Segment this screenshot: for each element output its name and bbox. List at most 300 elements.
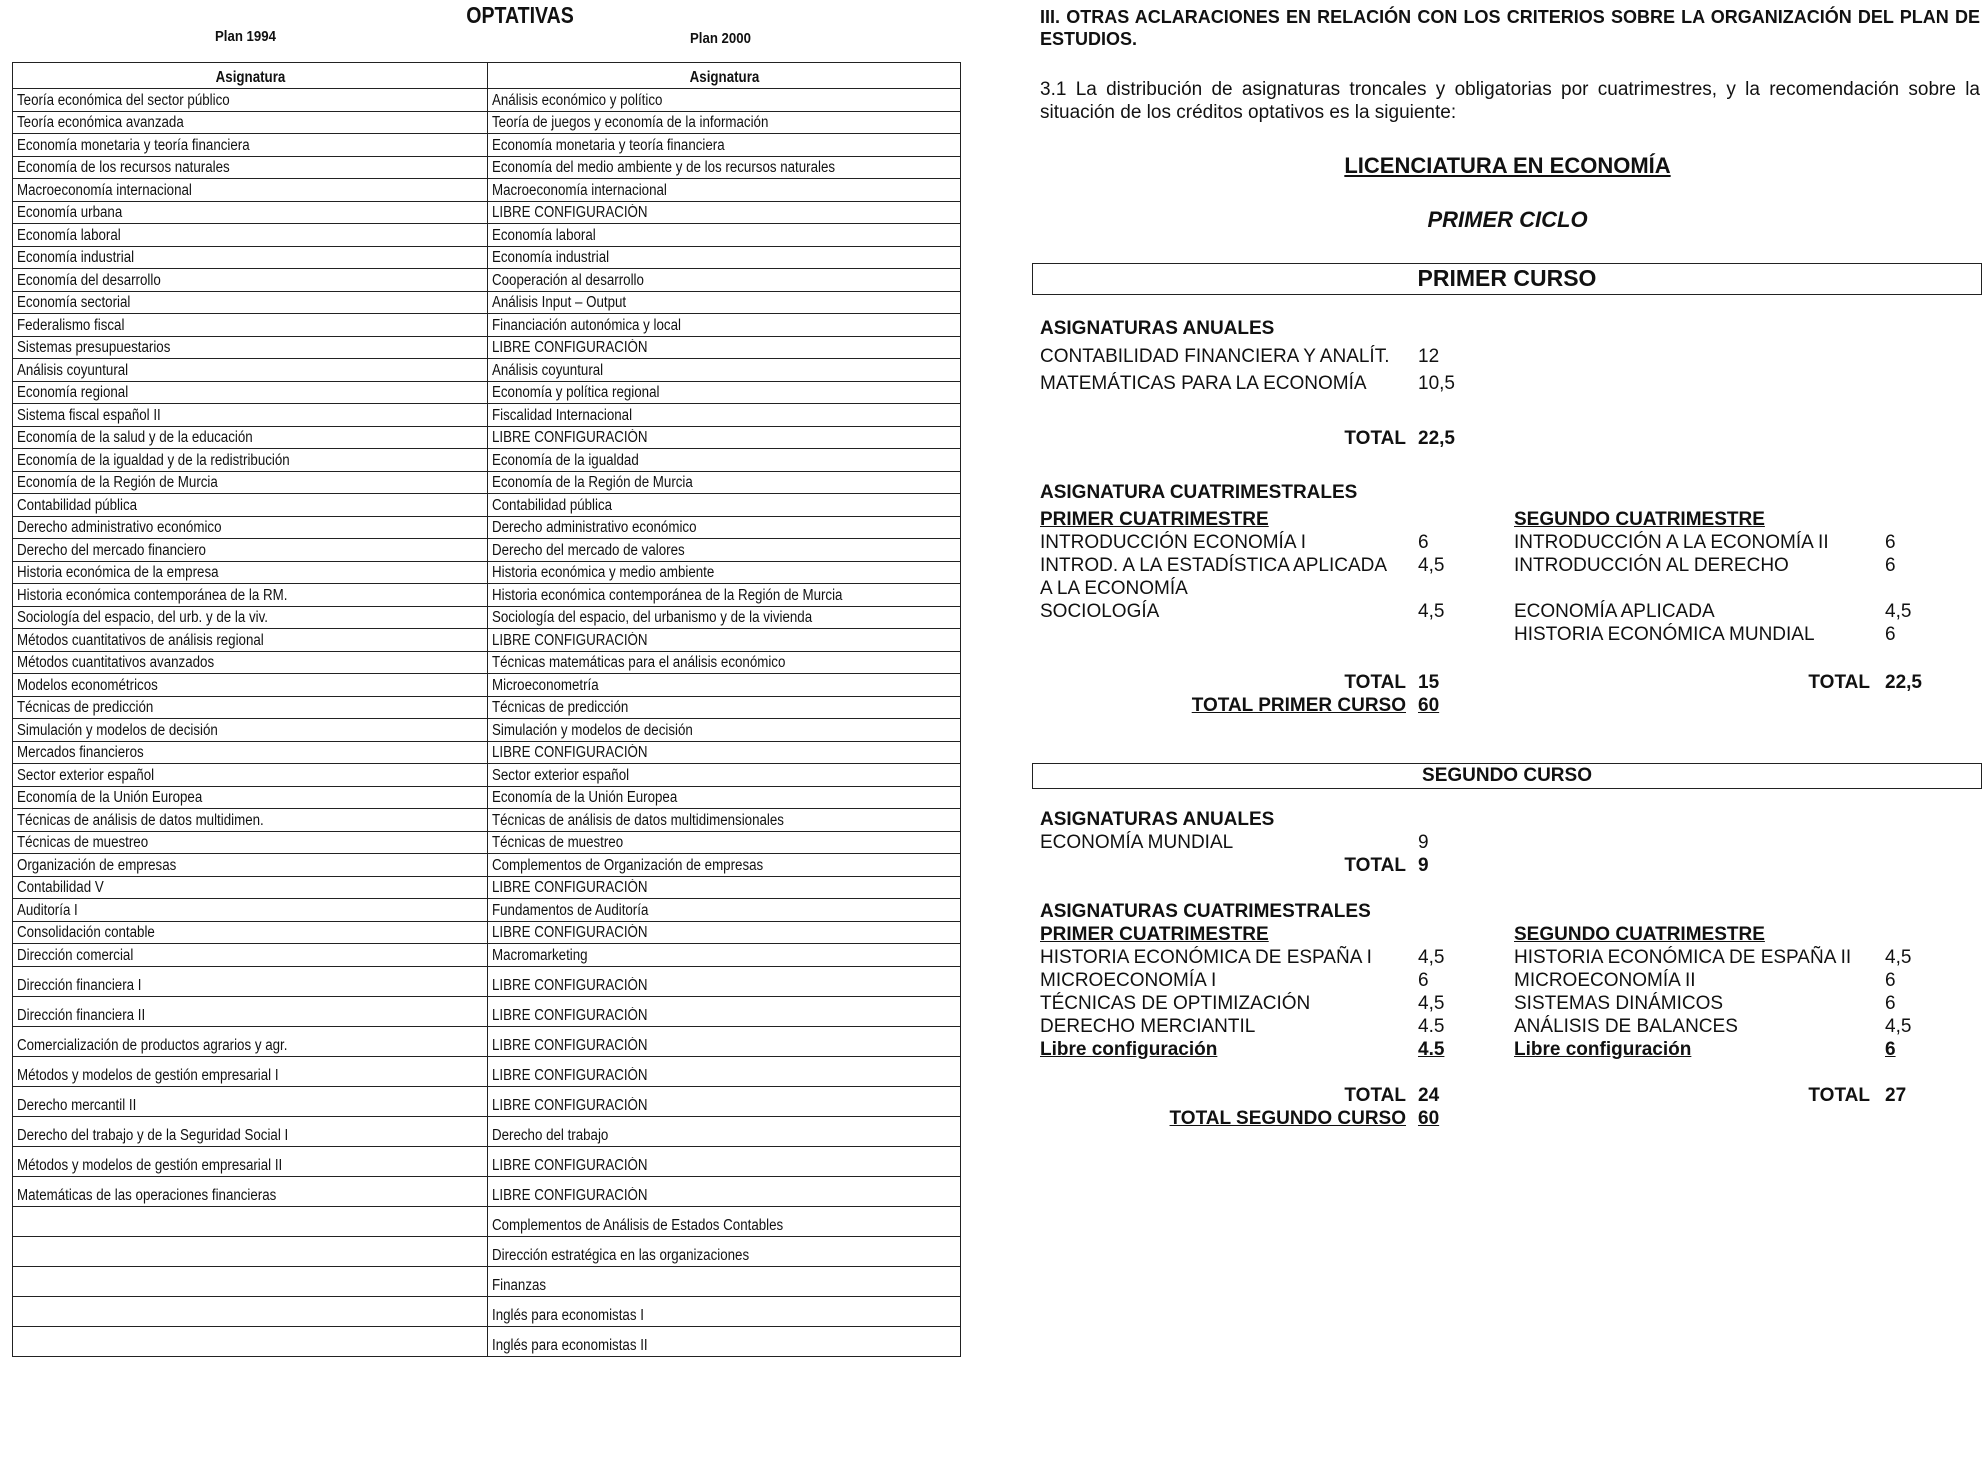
primer-curso-c2-subject: INTRODUCCIÓN AL DERECHO bbox=[1514, 555, 1789, 576]
plan-2000-cell bbox=[488, 1266, 961, 1296]
cell-text: Sociología del espacio, del urb. y de la viv. bbox=[17, 609, 268, 626]
plan-1994-cell bbox=[13, 719, 488, 742]
plan-2000-cell bbox=[488, 809, 961, 832]
cell-text: Economía industrial bbox=[17, 249, 135, 266]
primer-curso-c2-credits: 6 bbox=[1885, 624, 1896, 645]
cell-text: Cooperación al desarrollo bbox=[492, 271, 644, 289]
segundo-curso-c2-libre: Libre configuración bbox=[1514, 1039, 1692, 1060]
cell-text: Historia económica contemporánea de la Región de Murcia bbox=[492, 586, 843, 604]
plan-2000-cell bbox=[488, 741, 961, 764]
plan-2000-cell bbox=[488, 1026, 961, 1056]
table-row bbox=[13, 516, 961, 539]
table-row bbox=[13, 224, 961, 247]
segundo-curso-c2-libre-credits: 6 bbox=[1885, 1039, 1896, 1060]
cell-text: Análisis económico y político bbox=[492, 91, 663, 109]
plan-2000-cell bbox=[488, 134, 961, 157]
primer-curso-anual-name: MATEMÁTICAS PARA LA ECONOMÍA bbox=[1040, 373, 1367, 394]
plan-1994-cell bbox=[13, 381, 488, 404]
plan-1994-cell bbox=[13, 696, 488, 719]
plan-1994-cell bbox=[13, 996, 488, 1026]
plan-2000-cell bbox=[488, 696, 961, 719]
plan-2000-cell bbox=[488, 1146, 961, 1176]
plan-1994-cell bbox=[13, 629, 488, 652]
primer-curso-anual-credits: 12 bbox=[1418, 346, 1440, 367]
plan-1994-cell bbox=[13, 404, 488, 427]
plan-1994-cell bbox=[13, 1206, 488, 1236]
cell-text: Dirección financiera I bbox=[17, 976, 142, 994]
cell-text: LIBRE CONFIGURACIÓN bbox=[492, 1006, 648, 1024]
segundo-curso-c2-title: SEGUNDO CUATRIMESTRE bbox=[1514, 924, 1765, 945]
primer-curso-anual-credits: 10,5 bbox=[1418, 373, 1455, 394]
cell-text: Contabilidad pública bbox=[492, 496, 613, 514]
plan-estudios-page bbox=[1030, 0, 1987, 1470]
plan-1994-cell bbox=[13, 1296, 488, 1326]
primer-curso-header: PRIMER CURSO bbox=[1032, 263, 1982, 295]
cell-text: Economía de la Unión Europea bbox=[492, 789, 678, 806]
plan-1994-cell bbox=[13, 1146, 488, 1176]
cell-text: Finanzas bbox=[492, 1276, 547, 1294]
primer-curso-c1-subject: SOCIOLOGÍA bbox=[1040, 601, 1160, 622]
plan-1994-cell bbox=[13, 1056, 488, 1086]
plan-1994-cell bbox=[13, 516, 488, 539]
cell-text: LIBRE CONFIGURACIÓN bbox=[492, 631, 648, 649]
table-row bbox=[13, 741, 961, 764]
plan-1994-cell bbox=[13, 269, 488, 292]
cell-text: LIBRE CONFIGURACIÓN bbox=[492, 1036, 648, 1054]
primer-curso-c1-credits: 6 bbox=[1418, 532, 1429, 553]
table-row bbox=[13, 674, 961, 697]
primer-curso-c2-total: 22,5 bbox=[1885, 672, 1922, 693]
cell-text: Teoría económica avanzada bbox=[17, 114, 184, 131]
plan-2000-cell bbox=[488, 336, 961, 359]
primer-curso-c1-total: 15 bbox=[1418, 672, 1440, 693]
table-row bbox=[13, 809, 961, 832]
cell-text: LIBRE CONFIGURACIÓN bbox=[492, 924, 648, 941]
cell-text: Economía de la igualdad y de la redistribución bbox=[17, 451, 290, 469]
table-row bbox=[13, 246, 961, 269]
plan-1994-cell bbox=[13, 786, 488, 809]
cell-text: Análisis coyuntural bbox=[17, 361, 129, 379]
segundo-curso-c2-credits: 4,5 bbox=[1885, 1016, 1912, 1037]
table-row bbox=[13, 471, 961, 494]
plan-2000-cell bbox=[488, 89, 961, 112]
cell-text: Dirección estratégica en las organizaciones bbox=[492, 1246, 750, 1264]
cell-text: Dirección financiera II bbox=[17, 1006, 146, 1024]
cell-text: Técnicas de muestreo bbox=[17, 834, 149, 851]
table-row bbox=[13, 1026, 961, 1056]
col-header-plan-1994: Asignatura bbox=[13, 63, 488, 89]
table-row bbox=[13, 1146, 961, 1176]
plan-1994-cell bbox=[13, 314, 488, 337]
segundo-curso-c2-total: 27 bbox=[1885, 1085, 1907, 1106]
plan-2000-cell bbox=[488, 651, 961, 674]
segundo-curso-c2-credits: 6 bbox=[1885, 970, 1896, 991]
cell-text: Contabilidad pública bbox=[17, 496, 138, 514]
plan-2000-cell bbox=[488, 516, 961, 539]
plan-1994-cell bbox=[13, 494, 488, 517]
cell-text: Economía de la Región de Murcia bbox=[492, 474, 693, 491]
plan-1994-cell bbox=[13, 224, 488, 247]
segundo-curso-cuatri-title: ASIGNATURAS CUATRIMESTRALES bbox=[1040, 901, 1371, 922]
primer-curso-c1-subject: INTRODUCCIÓN ECONOMÍA I bbox=[1040, 532, 1307, 553]
cell-text: Derecho mercantil II bbox=[17, 1096, 137, 1114]
cell-text: Simulación y modelos de decisión bbox=[492, 721, 693, 739]
cell-text: Simulación y modelos de decisión bbox=[17, 721, 218, 739]
cell-text: Técnicas matemáticas para el análisis económico bbox=[492, 654, 786, 671]
primer-curso-c2-subject: ECONOMÍA APLICADA bbox=[1514, 601, 1715, 622]
cell-text: LIBRE CONFIGURACIÓN bbox=[492, 1096, 648, 1114]
plan-2000-cell bbox=[488, 561, 961, 584]
table-row bbox=[13, 1086, 961, 1116]
plan-2000-cell bbox=[488, 674, 961, 697]
primer-curso-c1-subject: INTROD. A LA ESTADÍSTICA APLICADA bbox=[1040, 555, 1388, 576]
table-row bbox=[13, 996, 961, 1026]
cell-text: Complementos de Organización de empresas bbox=[492, 856, 764, 874]
primer-curso-cuatri-title: ASIGNATURA CUATRIMESTRALES bbox=[1040, 482, 1358, 503]
primer-curso-c2-subject: HISTORIA ECONÓMICA MUNDIAL bbox=[1514, 624, 1815, 645]
plan-1994-cell bbox=[13, 1086, 488, 1116]
plan-2000-cell bbox=[488, 539, 961, 562]
segundo-curso-c1-subject: HISTORIA ECONÓMICA DE ESPAÑA I bbox=[1040, 947, 1372, 968]
segundo-curso-c1-title: PRIMER CUATRIMESTRE bbox=[1040, 924, 1269, 945]
table-row bbox=[13, 651, 961, 674]
plan-1994-cell bbox=[13, 741, 488, 764]
cell-text: Métodos y modelos de gestión empresarial I bbox=[17, 1066, 279, 1084]
cell-text: Consolidación contable bbox=[17, 924, 155, 941]
cell-text: Historia económica contemporánea de la RM. bbox=[17, 586, 288, 604]
plan-1994-cell bbox=[13, 899, 488, 922]
cell-text: LIBRE CONFIGURACIÓN bbox=[492, 1186, 648, 1204]
table-row bbox=[13, 899, 961, 922]
primer-curso-anuales-title: ASIGNATURAS ANUALES bbox=[1040, 318, 1275, 339]
cell-text: Economía de la Unión Europea bbox=[17, 789, 203, 806]
cell-text: Teoría de juegos y economía de la información bbox=[492, 114, 769, 131]
plan-1994-cell bbox=[13, 1326, 488, 1356]
table-row bbox=[13, 831, 961, 854]
cell-text: Métodos cuantitativos de análisis regional bbox=[17, 631, 264, 649]
optativas-title: OPTATIVAS bbox=[466, 2, 574, 28]
cell-text: Sistema fiscal español II bbox=[17, 406, 161, 424]
plan-2000-cell bbox=[488, 584, 961, 607]
plan-1994-cell bbox=[13, 561, 488, 584]
cell-text: Análisis coyuntural bbox=[492, 361, 604, 379]
primer-curso-c2-total-label: TOTAL bbox=[1808, 672, 1870, 693]
cell-text: Economía laboral bbox=[492, 226, 596, 244]
cell-text: Derecho administrativo económico bbox=[17, 519, 222, 536]
table-row bbox=[13, 876, 961, 899]
plan-2000-cell bbox=[488, 1056, 961, 1086]
optativas-table-body bbox=[13, 89, 961, 1357]
total-primer-curso: 60 bbox=[1418, 695, 1440, 716]
cell-text: Sector exterior español bbox=[17, 766, 155, 784]
plan-1994-cell bbox=[13, 426, 488, 449]
total-primer-curso-label: TOTAL PRIMER CURSO bbox=[1191, 695, 1406, 716]
plan-1994-cell bbox=[13, 651, 488, 674]
plan-1994-cell bbox=[13, 336, 488, 359]
table-row bbox=[13, 134, 961, 157]
optativas-table bbox=[12, 62, 961, 1357]
cell-text: Economía laboral bbox=[17, 226, 121, 244]
plan-2000-cell bbox=[488, 996, 961, 1026]
table-row bbox=[13, 201, 961, 224]
primer-curso-c2-title: SEGUNDO CUATRIMESTRE bbox=[1514, 509, 1765, 530]
cell-text: Economía de la Región de Murcia bbox=[17, 474, 218, 491]
plan-2000-cell bbox=[488, 719, 961, 742]
cell-text: Federalismo fiscal bbox=[17, 316, 125, 334]
plan-2000-cell bbox=[488, 1326, 961, 1356]
table-row bbox=[13, 156, 961, 179]
cell-text: Técnicas de análisis de datos multidimensionales bbox=[492, 811, 784, 829]
table-row bbox=[13, 719, 961, 742]
cell-text: Análisis Input – Output bbox=[492, 294, 627, 311]
plan-1994-cell bbox=[13, 201, 488, 224]
segundo-curso-c1-subject: MICROECONOMÍA I bbox=[1040, 970, 1217, 991]
plan-1994-cell bbox=[13, 111, 488, 134]
segundo-curso-c1-subject: DERECHO MERCIANTIL bbox=[1040, 1016, 1256, 1037]
primer-curso-anual-name: CONTABILIDAD FINANCIERA Y ANALÍT. bbox=[1040, 346, 1390, 367]
cell-text: Economía de la igualdad bbox=[492, 451, 639, 469]
cell-text: Modelos econométricos bbox=[17, 676, 158, 694]
plan-2000-label: Plan 2000 bbox=[690, 30, 751, 47]
table-row bbox=[13, 179, 961, 202]
plan-2000-cell bbox=[488, 291, 961, 314]
section-heading: III. OTRAS ACLARACIONES EN RELACIÓN CON LOS CRITERIOS SOBRE LA ORGANIZACIÓN DEL PLAN DE ESTUDIOS. bbox=[1040, 7, 1980, 49]
degree-title: LICENCIATURA EN ECONOMÍA bbox=[1344, 153, 1671, 178]
cell-text: Contabilidad V bbox=[17, 879, 104, 896]
plan-2000-cell bbox=[488, 944, 961, 967]
cell-text: Fundamentos de Auditoría bbox=[492, 901, 649, 919]
plan-2000-cell bbox=[488, 381, 961, 404]
cell-text: Métodos cuantitativos avanzados bbox=[17, 654, 215, 671]
segundo-curso-c1-libre: Libre configuración bbox=[1040, 1039, 1218, 1060]
table-header-row bbox=[13, 63, 961, 89]
plan-1994-cell bbox=[13, 1026, 488, 1056]
total-segundo-curso: 60 bbox=[1418, 1108, 1440, 1129]
table-row bbox=[13, 1056, 961, 1086]
plan-2000-cell bbox=[488, 224, 961, 247]
cell-text: Matemáticas de las operaciones financieras bbox=[17, 1186, 277, 1204]
table-row bbox=[13, 561, 961, 584]
plan-2000-cell bbox=[488, 854, 961, 877]
segundo-curso-c1-credits: 4,5 bbox=[1418, 947, 1445, 968]
table-row bbox=[13, 584, 961, 607]
segundo-curso-anuales-total-label: TOTAL bbox=[1344, 855, 1406, 876]
plan-1994-cell bbox=[13, 966, 488, 996]
table-row bbox=[13, 291, 961, 314]
cell-text: LIBRE CONFIGURACIÓN bbox=[492, 976, 648, 994]
plan-2000-cell bbox=[488, 449, 961, 472]
table-row bbox=[13, 426, 961, 449]
plan-2000-cell bbox=[488, 179, 961, 202]
primer-curso-c2-credits: 6 bbox=[1885, 555, 1896, 576]
plan-2000-cell bbox=[488, 1206, 961, 1236]
plan-2000-cell bbox=[488, 426, 961, 449]
cell-text: Comercialización de productos agrarios y agr. bbox=[17, 1036, 288, 1054]
primer-curso-c2-credits: 4,5 bbox=[1885, 601, 1912, 622]
plan-2000-cell bbox=[488, 156, 961, 179]
plan-2000-cell bbox=[488, 494, 961, 517]
table-row bbox=[13, 336, 961, 359]
table-row bbox=[13, 1176, 961, 1206]
cell-text: Técnicas de muestreo bbox=[492, 834, 624, 851]
table-row bbox=[13, 854, 961, 877]
table-row bbox=[13, 629, 961, 652]
plan-2000-cell bbox=[488, 966, 961, 996]
cell-text: LIBRE CONFIGURACIÓN bbox=[492, 744, 648, 761]
cell-text: LIBRE CONFIGURACIÓN bbox=[492, 1066, 648, 1084]
segundo-curso-anuales-total: 9 bbox=[1418, 855, 1429, 876]
plan-1994-cell bbox=[13, 764, 488, 787]
cell-text: Economía urbana bbox=[17, 204, 123, 221]
cell-text: Economía monetaria y teoría financiera bbox=[492, 136, 725, 154]
plan-1994-cell bbox=[13, 449, 488, 472]
cell-text: Economía monetaria y teoría financiera bbox=[17, 136, 250, 154]
segundo-curso-anual-credits: 9 bbox=[1418, 832, 1429, 853]
plan-1994-cell bbox=[13, 944, 488, 967]
plan-1994-cell bbox=[13, 359, 488, 382]
segundo-curso-c2-subject: HISTORIA ECONÓMICA DE ESPAÑA II bbox=[1514, 947, 1852, 968]
plan-2000-cell bbox=[488, 876, 961, 899]
cell-text: Financiación autonómica y local bbox=[492, 316, 681, 334]
cell-text: Economía de los recursos naturales bbox=[17, 159, 230, 176]
cell-text: Economía y política regional bbox=[492, 384, 660, 401]
table-row bbox=[13, 1206, 961, 1236]
plan-1994-cell bbox=[13, 876, 488, 899]
primer-curso-c2-subject: INTRODUCCIÓN A LA ECONOMÍA II bbox=[1514, 532, 1829, 553]
cell-text: Derecho del trabajo bbox=[492, 1126, 609, 1144]
table-row bbox=[13, 696, 961, 719]
plan-1994-cell bbox=[13, 246, 488, 269]
cell-text: Fiscalidad Internacional bbox=[492, 406, 633, 424]
plan-1994-cell bbox=[13, 674, 488, 697]
primer-curso-c1-credits: 4,5 bbox=[1418, 555, 1445, 576]
cell-text: Economía sectorial bbox=[17, 294, 131, 311]
plan-1994-cell bbox=[13, 1116, 488, 1146]
cell-text: Inglés para economistas I bbox=[492, 1306, 644, 1324]
table-row bbox=[13, 944, 961, 967]
cell-text: Macromarketing bbox=[492, 946, 588, 964]
table-row bbox=[13, 606, 961, 629]
optativas-page bbox=[0, 0, 970, 1470]
cell-text: Técnicas de predicción bbox=[492, 699, 629, 716]
table-row bbox=[13, 381, 961, 404]
table-row bbox=[13, 786, 961, 809]
table-row bbox=[13, 1266, 961, 1296]
table-row bbox=[13, 494, 961, 517]
cell-text: Microeconometría bbox=[492, 676, 599, 694]
segundo-curso-anual-name: ECONOMÍA MUNDIAL bbox=[1040, 832, 1234, 853]
segundo-curso-c2-total-label: TOTAL bbox=[1808, 1085, 1870, 1106]
plan-1994-cell bbox=[13, 134, 488, 157]
plan-1994-label: Plan 1994 bbox=[215, 28, 276, 45]
cell-text: Métodos y modelos de gestión empresarial II bbox=[17, 1156, 283, 1174]
segundo-curso-header: SEGUNDO CURSO bbox=[1032, 763, 1982, 789]
plan-1994-cell bbox=[13, 921, 488, 944]
plan-1994-cell bbox=[13, 291, 488, 314]
primer-curso-c2-credits: 6 bbox=[1885, 532, 1896, 553]
cell-text: Historia económica de la empresa bbox=[17, 564, 219, 581]
primer-curso-anuales-total: 22,5 bbox=[1418, 428, 1455, 449]
table-row bbox=[13, 1116, 961, 1146]
cell-text: Teoría económica del sector público bbox=[17, 91, 230, 109]
plan-2000-cell bbox=[488, 314, 961, 337]
primer-curso-c1-subject: A LA ECONOMÍA bbox=[1040, 578, 1188, 599]
cell-text: Sistemas presupuestarios bbox=[17, 339, 171, 356]
plan-1994-cell bbox=[13, 1176, 488, 1206]
cell-text: Economía del medio ambiente y de los recursos naturales bbox=[492, 159, 836, 176]
segundo-curso-anuales-title: ASIGNATURAS ANUALES bbox=[1040, 809, 1275, 830]
plan-2000-cell bbox=[488, 246, 961, 269]
segundo-curso-c2-credits: 4,5 bbox=[1885, 947, 1912, 968]
cell-text: LIBRE CONFIGURACIÓN bbox=[492, 339, 648, 356]
segundo-curso-c2-subject: ANÁLISIS DE BALANCES bbox=[1514, 1016, 1738, 1037]
plan-1994-cell bbox=[13, 1236, 488, 1266]
plan-2000-cell bbox=[488, 471, 961, 494]
cell-text: Auditoría I bbox=[17, 901, 78, 919]
table-row bbox=[13, 404, 961, 427]
primer-curso-anuales-total-label: TOTAL bbox=[1344, 428, 1406, 449]
segundo-curso-c1-subject: TÉCNICAS DE OPTIMIZACIÓN bbox=[1040, 993, 1311, 1014]
plan-1994-cell bbox=[13, 606, 488, 629]
table-row bbox=[13, 921, 961, 944]
cell-text: Mercados financieros bbox=[17, 744, 144, 761]
segundo-curso-c1-credits: 4,5 bbox=[1418, 993, 1445, 1014]
plan-1994-cell bbox=[13, 854, 488, 877]
cell-text: Macroeconomía internacional bbox=[492, 181, 667, 199]
cycle-title: PRIMER CICLO bbox=[1427, 207, 1588, 232]
cell-text: Derecho del mercado de valores bbox=[492, 541, 685, 559]
plan-1994-cell bbox=[13, 471, 488, 494]
plan-1994-cell bbox=[13, 89, 488, 112]
plan-1994-cell bbox=[13, 539, 488, 562]
cell-text: LIBRE CONFIGURACIÓN bbox=[492, 204, 648, 221]
segundo-curso-c2-credits: 6 bbox=[1885, 993, 1896, 1014]
cell-text: Derecho del mercado financiero bbox=[17, 541, 206, 559]
segundo-curso-c1-credits: 4.5 bbox=[1418, 1016, 1445, 1037]
plan-2000-cell bbox=[488, 1236, 961, 1266]
plan-1994-cell bbox=[13, 156, 488, 179]
segundo-curso-c2-subject: SISTEMAS DINÁMICOS bbox=[1514, 993, 1724, 1014]
cell-text: Economía industrial bbox=[492, 249, 610, 266]
table-row bbox=[13, 359, 961, 382]
cell-text: Derecho administrativo económico bbox=[492, 519, 697, 536]
cell-text: Dirección comercial bbox=[17, 946, 134, 964]
segundo-curso-c1-libre-credits: 4.5 bbox=[1418, 1039, 1445, 1060]
plan-2000-cell bbox=[488, 269, 961, 292]
plan-2000-cell bbox=[488, 786, 961, 809]
primer-curso-c1-credits: 4,5 bbox=[1418, 601, 1445, 622]
segundo-curso-c1-total-label: TOTAL bbox=[1344, 1085, 1406, 1106]
plan-2000-cell bbox=[488, 921, 961, 944]
intro-paragraph: 3.1 La distribución de asignaturas troncales y obligatorias por cuatrimestres, y la recomendación sobre la situación de los créditos optativos es la siguiente: bbox=[1040, 79, 1980, 123]
table-row bbox=[13, 966, 961, 996]
cell-text: Macroeconomía internacional bbox=[17, 181, 192, 199]
cell-text: Complementos de Análisis de Estados Contables bbox=[492, 1216, 784, 1234]
plan-2000-cell bbox=[488, 629, 961, 652]
plan-2000-cell bbox=[488, 1116, 961, 1146]
table-row bbox=[13, 89, 961, 112]
table-row bbox=[13, 1296, 961, 1326]
cell-text: Inglés para economistas II bbox=[492, 1336, 648, 1354]
plan-2000-cell bbox=[488, 606, 961, 629]
plan-1994-cell bbox=[13, 584, 488, 607]
table-row bbox=[13, 269, 961, 292]
plan-1994-cell bbox=[13, 1266, 488, 1296]
cell-text: Sociología del espacio, del urbanismo y de la vivienda bbox=[492, 609, 813, 626]
primer-curso-c1-total-label: TOTAL bbox=[1344, 672, 1406, 693]
plan-2000-cell bbox=[488, 764, 961, 787]
plan-2000-cell bbox=[488, 1176, 961, 1206]
